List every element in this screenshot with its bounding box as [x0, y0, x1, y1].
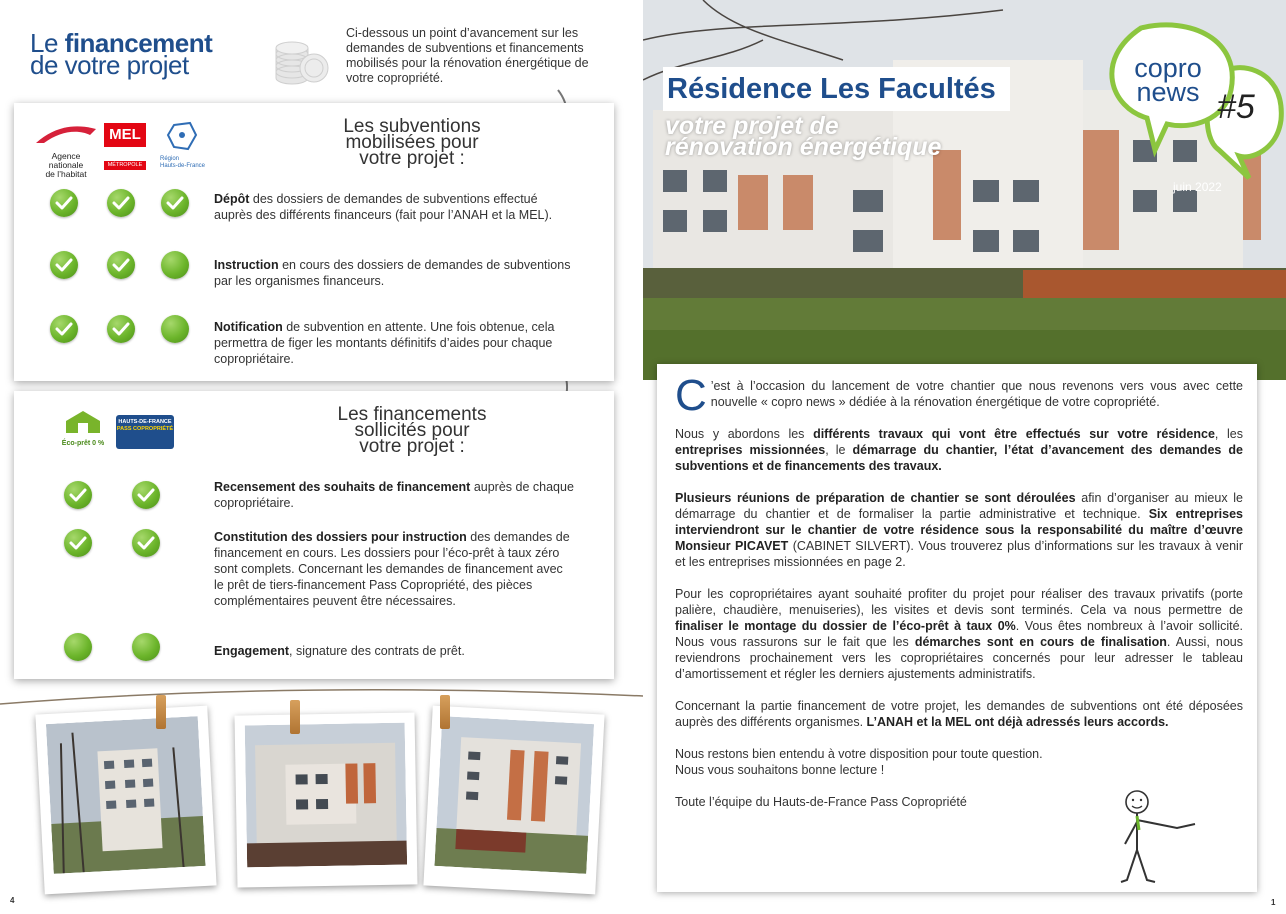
status-check-done	[50, 189, 78, 217]
status-check-done	[132, 529, 160, 557]
check-icon	[166, 195, 184, 211]
pass-line1: HAUTS-DE-FRANCE	[118, 419, 172, 425]
status-check-done	[64, 481, 92, 509]
page-number-right: 1	[1271, 898, 1276, 907]
project-subtitle	[665, 112, 942, 161]
check-icon	[69, 487, 87, 503]
status-check-done	[161, 189, 189, 217]
status-check-done	[107, 251, 135, 279]
editorial-paragraph: Pour les copropriétaires ayant souhaité profiter du projet pour réaliser des travaux privatifs (porte palière, chaudière, menuiseries), les visites et devis sont terminés. Cela va nous permettre de finaliser le montage du dossier de l’éco-prêt à taux 0%. Vous êtes nombreux à l’avoir sollicité. Nous vous rassurons sur le fait que les démarches sont en cours de finalisation. Aussi, nous reviendrons prochainement vers les copropriétaires concernés pour leur adresser le tableau d’amortissement et régler les derniers ajustements administratifs.	[675, 587, 1244, 681]
financements-heading-line1: Les financements	[337, 404, 487, 425]
status-check-done	[107, 189, 135, 217]
clothespin-1	[156, 695, 166, 729]
editorial-card	[657, 364, 1257, 892]
issue-date: juin 2022	[1173, 180, 1222, 194]
clothespin-3	[440, 695, 450, 729]
pass-line2: PASS COPROPRIÉTÉ	[116, 426, 174, 432]
pass-copro-logo	[116, 415, 174, 449]
check-icon	[137, 487, 155, 503]
clothesline	[0, 682, 643, 712]
region-line1: Région	[160, 156, 180, 162]
subventions-heading-line2: mobilisées pour	[345, 132, 479, 153]
status-check-done	[50, 251, 78, 279]
bubble-text	[1123, 53, 1213, 107]
status-check-pending	[64, 633, 92, 661]
status-check-pending	[161, 251, 189, 279]
check-icon	[112, 257, 130, 273]
editorial-paragraph: Plusieurs réunions de préparation de chantier se sont déroulées afin d’organiser au mieux le démarrage du chantier et de formaliser la partie administrative et technique. Six entreprises interviendront sur le chantier de votre résidence sous la responsabilité du maître d’œuvre Monsieur PICAVET (CABINET SILVERT). Vous trouverez plus d’informations sur les travaux à venir et les entreprises missionnées en page 2.	[675, 491, 1244, 569]
dropcap: C	[675, 371, 707, 420]
anah-line2: nationale	[48, 160, 84, 170]
financements-heading	[312, 404, 512, 457]
stick-figure-icon	[1117, 788, 1227, 888]
residence-title: Résidence Les Facultés	[663, 67, 1010, 111]
subventions-heading	[312, 116, 512, 169]
subtitle-line1: votre projet de	[665, 112, 839, 140]
mel-sub: MÉTROPOLE	[104, 161, 146, 170]
right-page	[643, 0, 1286, 914]
anah-line1: Agence	[51, 151, 81, 161]
ecopret-logo	[60, 409, 106, 451]
status-check-pending	[161, 315, 189, 343]
status-check-pending	[132, 633, 160, 661]
financements-card	[14, 391, 614, 679]
subtitle-line2: rénovation énergétique	[665, 133, 942, 161]
financements-heading-line3: votre projet :	[359, 436, 465, 457]
check-icon	[69, 535, 87, 551]
status-check-done	[132, 481, 160, 509]
financement-title	[30, 28, 213, 80]
region-line2: Hauts-de-France	[160, 163, 206, 169]
step-recensement: Recensement des souhaits de financement auprès de chaque copropriétaire.	[214, 480, 574, 510]
financements-heading-line2: sollicités pour	[354, 420, 470, 441]
clothespin-2	[290, 700, 300, 734]
title-bold: financement	[64, 28, 213, 58]
photo-building-2	[235, 712, 418, 887]
check-icon	[112, 195, 130, 211]
bubble-copro: copro	[1134, 53, 1202, 83]
copro-news-badge	[1081, 20, 1286, 190]
ecopret-title: Éco-prêt 0 %	[61, 440, 105, 447]
anah-logo	[34, 123, 98, 179]
step-constitution: Constitution des dossiers pour instruction des demandes de financement en cours. Les dossiers pour l’éco-prêt à taux zéro sont complets. Concernant les demandes de financement avec le prêt de tiers-financement Pass Copropriété, des pièces complémentaires peuvent être nécessaires.	[214, 530, 570, 608]
check-icon	[55, 257, 73, 273]
step-instruction: Instruction en cours des dossiers de demandes de subventions par les organismes financeurs.	[214, 258, 571, 288]
editorial-paragraph: Concernant la partie financement de votre projet, les demandes de subventions ont été déposées auprès des différents organismes. L’ANAH et la MEL ont déjà adressés leurs accords.	[675, 699, 1243, 729]
step-engagement: Engagement, signature des contrats de prêt.	[214, 644, 465, 658]
status-check-done	[107, 315, 135, 343]
editorial-paragraph: C ’est à l’occasion du lancement de votre chantier que nous revenons vers vous avec cette nouvelle « copro news » dédiée à la rénovation énergétique de votre copropriété.	[675, 371, 1243, 420]
status-check-done	[64, 529, 92, 557]
editorial-paragraph: Nous y abordons les différents travaux qui vont être effectués sur votre résidence, les entreprises missionnées, le démarrage du chantier, l’état d’avancement des demandes de subventions et de financements des travaux.	[675, 427, 1243, 473]
intro-text: Ci-dessous un point d’avancement sur les demandes de subventions et financements mobilisés pour la rénovation énergétique de votre copropriété.	[346, 26, 589, 85]
check-icon	[112, 321, 130, 337]
check-icon	[55, 321, 73, 337]
bubble-news: news	[1136, 77, 1200, 107]
editorial-paragraph: Toute l’équipe du Hauts-de-France Pass Copropriété	[675, 795, 967, 809]
subventions-heading-line1: Les subventions	[343, 116, 481, 137]
region-logo	[160, 121, 210, 173]
status-check-done	[50, 315, 78, 343]
step-notification: Notification de subvention en attente. Une fois obtenue, cela permettra de figer les montants définitifs d’aides pour chaque copropriétaire.	[214, 320, 555, 366]
bubble-number: #5	[1217, 88, 1255, 126]
check-icon	[137, 535, 155, 551]
title-line2: de votre projet	[30, 50, 189, 80]
mel-logo	[104, 123, 146, 175]
editorial-text	[675, 371, 1244, 826]
step-depot: Dépôt des dossiers de demandes de subventions effectué auprès des différents financeurs (fait pour l’ANAH et la MEL).	[214, 192, 553, 222]
mel-title: MEL	[104, 123, 146, 147]
photo-building-3	[423, 706, 604, 895]
anah-line3: de l’habitat	[45, 169, 87, 179]
subventions-card	[14, 103, 614, 381]
editorial-paragraph: Nous restons bien entendu à votre disposition pour toute question. Nous vous souhaitons bonne lecture !	[675, 747, 1043, 777]
coins-icon	[270, 28, 332, 88]
check-icon	[55, 195, 73, 211]
subventions-heading-line3: votre projet :	[359, 148, 465, 169]
page-number-left: 4	[10, 896, 15, 905]
title-prefix: Le	[30, 28, 58, 58]
photo-building-1	[35, 706, 216, 895]
